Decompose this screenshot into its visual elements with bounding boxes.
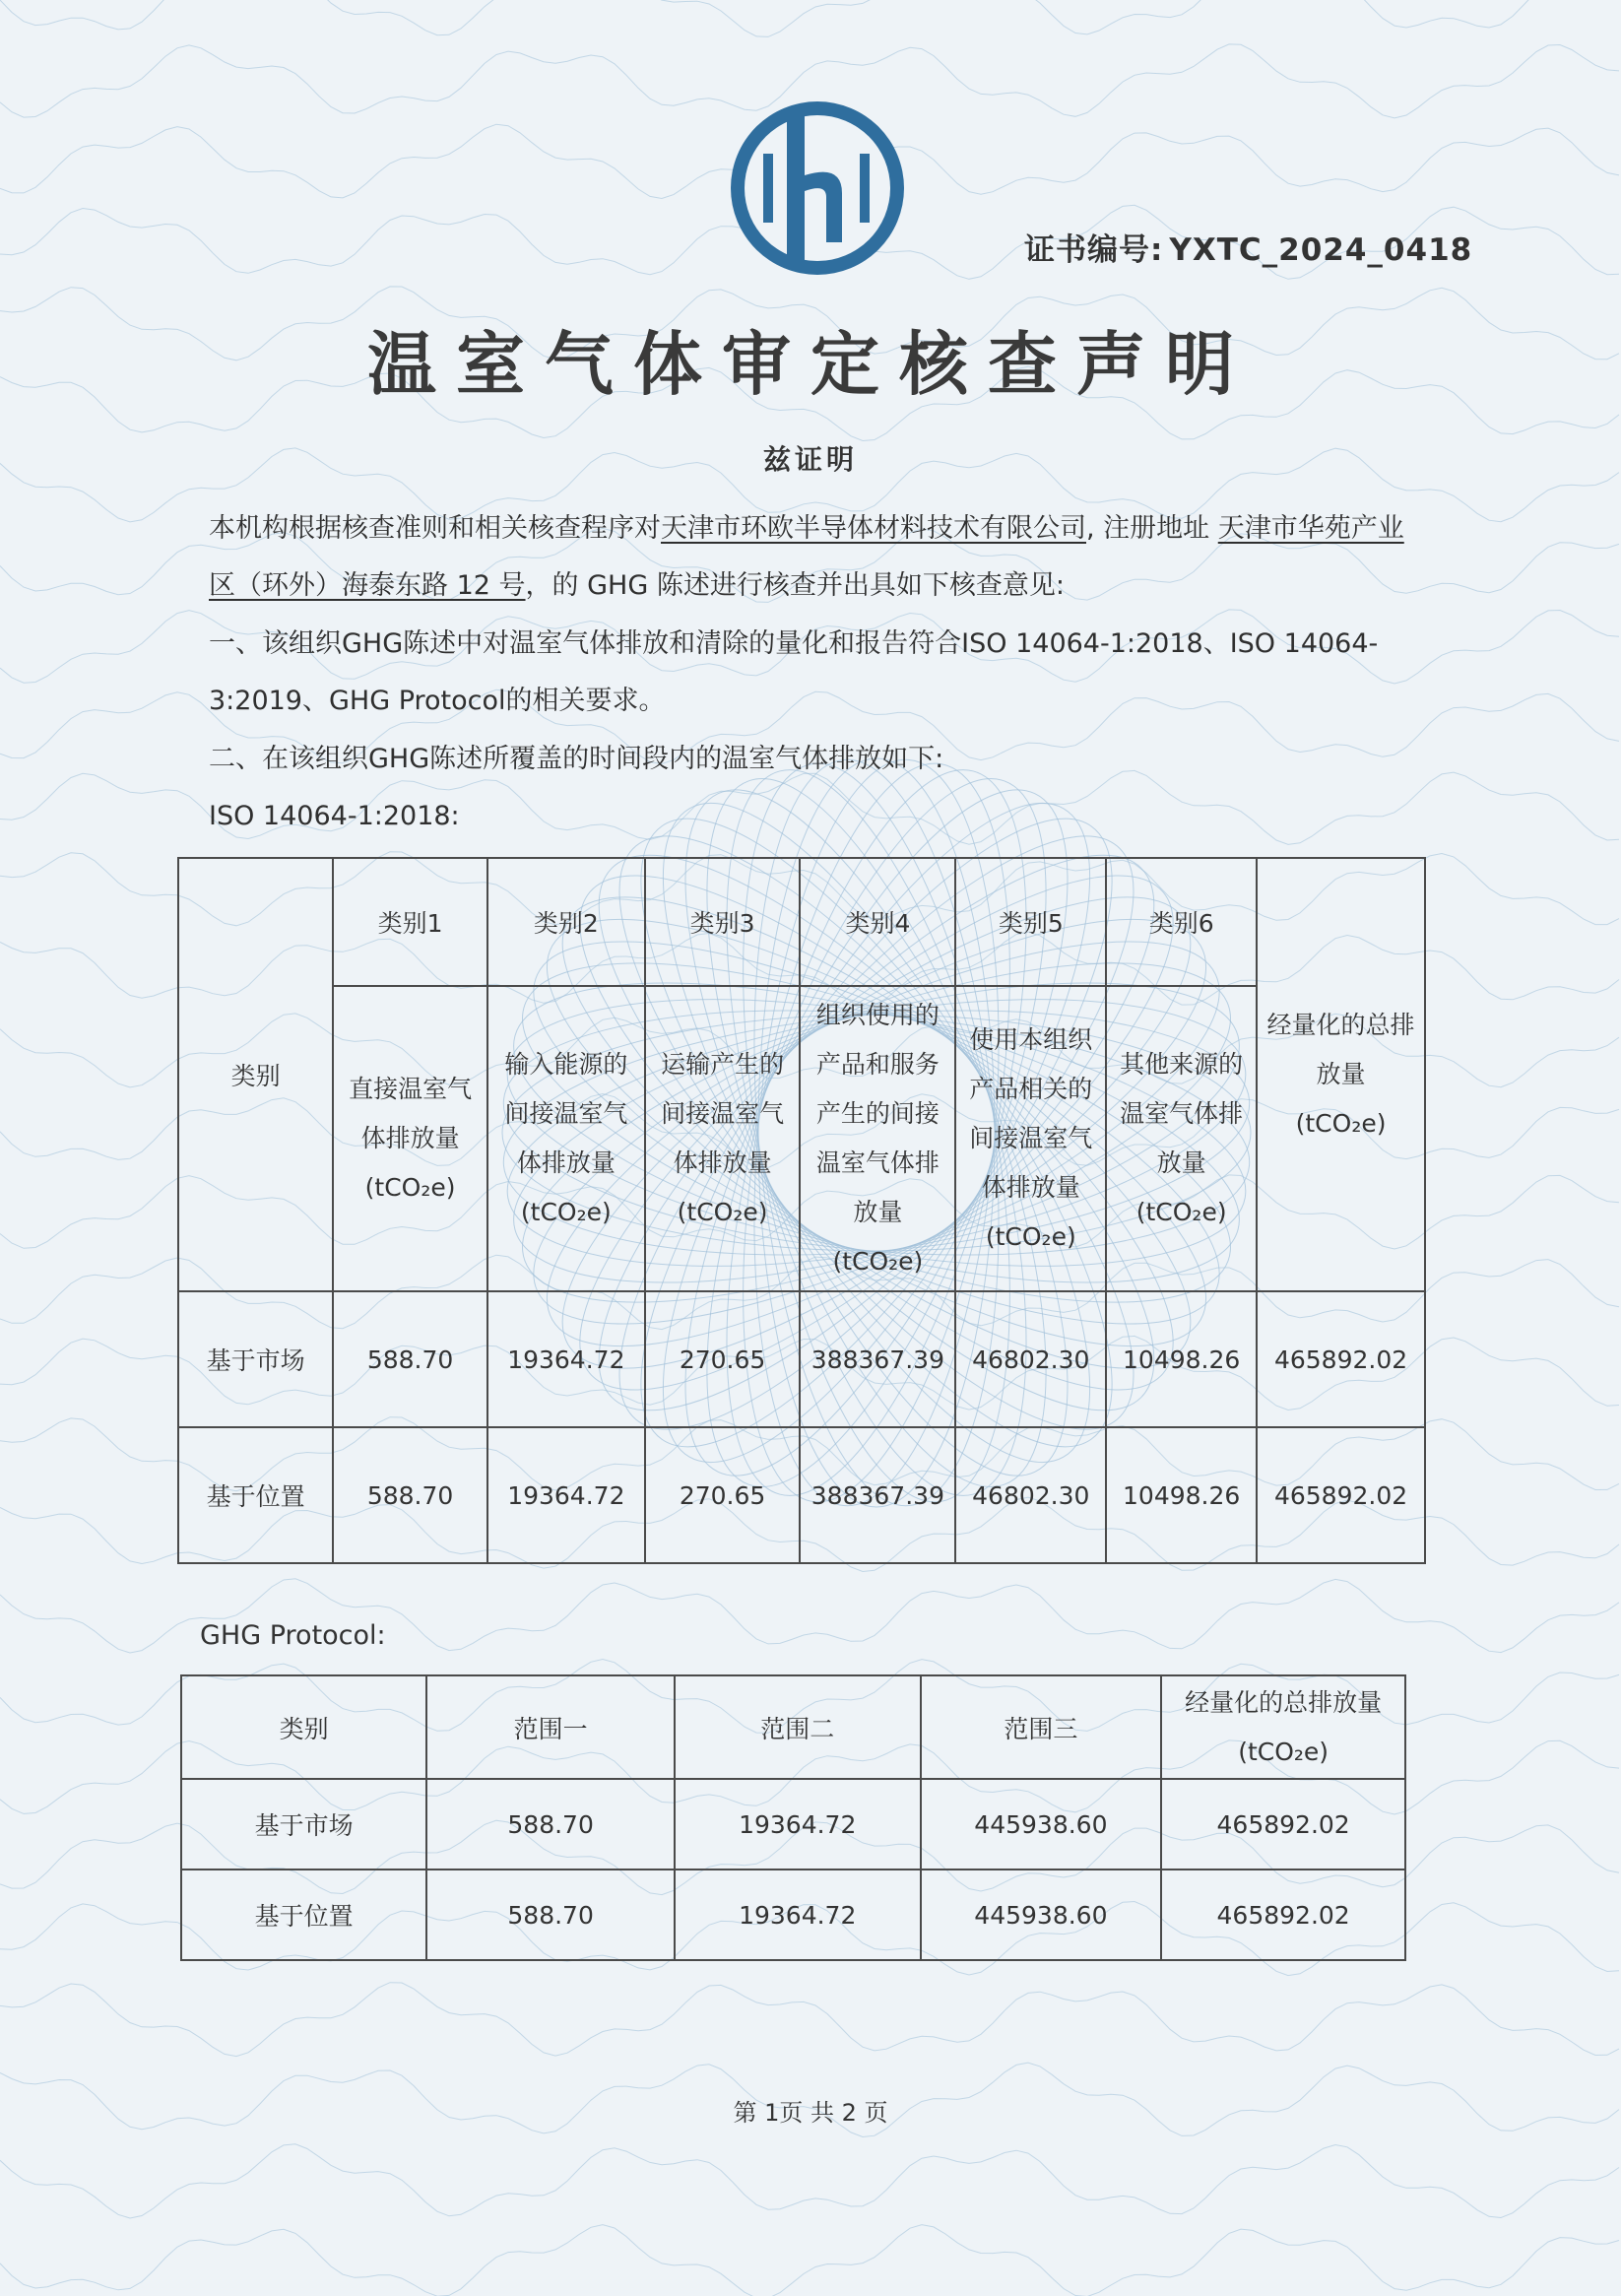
total-header-cell: [1161, 1675, 1405, 1779]
table-cell: 46802.30: [955, 1427, 1106, 1563]
category-header: 类别: [178, 858, 333, 1291]
table-cell: 19364.72: [487, 1291, 645, 1427]
column-head: 类别3: [645, 858, 801, 986]
unit-label: (tCO₂e): [677, 1198, 768, 1226]
document-subtitle: 兹证明: [762, 443, 858, 476]
unit-label: (tCO₂e): [1135, 1198, 1227, 1226]
table-cell: 388367.39: [800, 1291, 955, 1427]
table-cell: 10498.26: [1106, 1427, 1257, 1563]
table-row: [178, 1427, 1425, 1563]
column-head: 类别5: [955, 858, 1106, 986]
table-cell: 388367.39: [800, 1427, 955, 1563]
certificate-number-label: 证书编号:: [1024, 232, 1164, 268]
column-head: 范围二: [675, 1675, 921, 1779]
column-head: 类别2: [487, 858, 645, 986]
table-cell: 445938.60: [921, 1870, 1162, 1960]
total-header: 经量化的总排放量: [1185, 1687, 1383, 1717]
ghg-protocol-label: GHG Protocol:: [200, 1620, 386, 1651]
iso-standard-label: ISO 14064-1:2018:: [209, 801, 460, 831]
table-row: [181, 1779, 1405, 1870]
ghg-protocol-table: [180, 1674, 1406, 1961]
page-footer: 第 1页 共 2 页: [733, 2099, 888, 2127]
column-description: [645, 986, 801, 1291]
description-text: 其他来源的温室气体排放量: [1120, 1050, 1244, 1177]
table-cell: 19364.72: [675, 1779, 921, 1870]
description-text: 运输产生的间接温室气体排放量: [661, 1050, 785, 1177]
column-head: 类别1: [333, 858, 487, 986]
table-cell: 588.70: [426, 1870, 675, 1960]
table-cell: 588.70: [333, 1291, 487, 1427]
unit-label: (tCO₂e): [520, 1198, 612, 1226]
organization-name: 天津市环欧半导体材料技术有限公司: [661, 513, 1086, 544]
intro-suffix: ，的 GHG 陈述进行核查并出具如下核查意见:: [525, 570, 1065, 601]
table-cell: 19364.72: [675, 1870, 921, 1960]
intro-prefix: 本机构根据核查准则和相关核查程序对: [209, 513, 661, 544]
row-label: 基于位置: [181, 1870, 426, 1960]
unit-label: (tCO₂e): [1238, 1737, 1329, 1766]
total-header: 经量化的总排放量: [1266, 1011, 1415, 1088]
column-head: 范围一: [426, 1675, 675, 1779]
description-text: 输入能源的间接温室气体排放量: [504, 1050, 628, 1177]
column-head: 类别: [181, 1675, 426, 1779]
table-cell: 465892.02: [1161, 1870, 1405, 1960]
description-text: 直接温室气体排放量: [349, 1075, 473, 1152]
table-cell: 19364.72: [487, 1427, 645, 1563]
unit-label: (tCO₂e): [364, 1173, 456, 1202]
certificate-number-value: YXTC_2024_0418: [1169, 232, 1473, 268]
column-description: [800, 986, 955, 1291]
certificate-number: [1024, 225, 1472, 269]
row-label: 基于市场: [178, 1291, 333, 1427]
unit-label: (tCO₂e): [1295, 1109, 1387, 1138]
table-cell: 10498.26: [1106, 1291, 1257, 1427]
table-cell: 445938.60: [921, 1779, 1162, 1870]
table-cell: 270.65: [645, 1427, 801, 1563]
column-description: [487, 986, 645, 1291]
table-row: [181, 1870, 1405, 1960]
registered-address: 天津市华苑产业区（环外）海泰东路 12 号: [209, 513, 1404, 601]
column-head: 类别6: [1106, 858, 1257, 986]
table-cell: 588.70: [426, 1779, 675, 1870]
document-title: 温室气体审定核查声明: [367, 323, 1254, 405]
table-cell: 270.65: [645, 1291, 801, 1427]
column-description: [1106, 986, 1257, 1291]
unit-label: (tCO₂e): [832, 1247, 924, 1276]
column-head: 范围三: [921, 1675, 1162, 1779]
description-text: 使用本组织产品相关的间接温室气体排放量: [969, 1025, 1093, 1202]
column-description: [333, 986, 487, 1291]
column-description: [955, 986, 1106, 1291]
table-cell: 46802.30: [955, 1291, 1106, 1427]
column-head: 类别4: [800, 858, 955, 986]
table-cell: 465892.02: [1257, 1291, 1425, 1427]
table-cell: 465892.02: [1257, 1427, 1425, 1563]
intro-middle: , 注册地址: [1086, 513, 1218, 544]
total-header-cell: [1257, 858, 1425, 1291]
clause-two: 二、在该组织GHG陈述所覆盖的时间段内的温室气体排放如下:: [209, 744, 944, 774]
table-row: [178, 1291, 1425, 1427]
clause-one: 一、该组织GHG陈述中对温室气体排放和清除的量化和报告符合ISO 14064-1:2018、ISO 14064-3:2019、GHG Protocol的相关要求。: [209, 628, 1379, 716]
row-label: 基于市场: [181, 1779, 426, 1870]
iso-emissions-table: [177, 857, 1426, 1564]
unit-label: (tCO₂e): [985, 1222, 1076, 1251]
row-label: 基于位置: [178, 1427, 333, 1563]
description-text: 组织使用的产品和服务产生的间接温室气体排放量: [815, 1001, 940, 1226]
intro-paragraph: [209, 500, 1420, 615]
company-logo: [724, 95, 911, 282]
table-cell: 465892.02: [1161, 1779, 1405, 1870]
table-cell: 588.70: [333, 1427, 487, 1563]
